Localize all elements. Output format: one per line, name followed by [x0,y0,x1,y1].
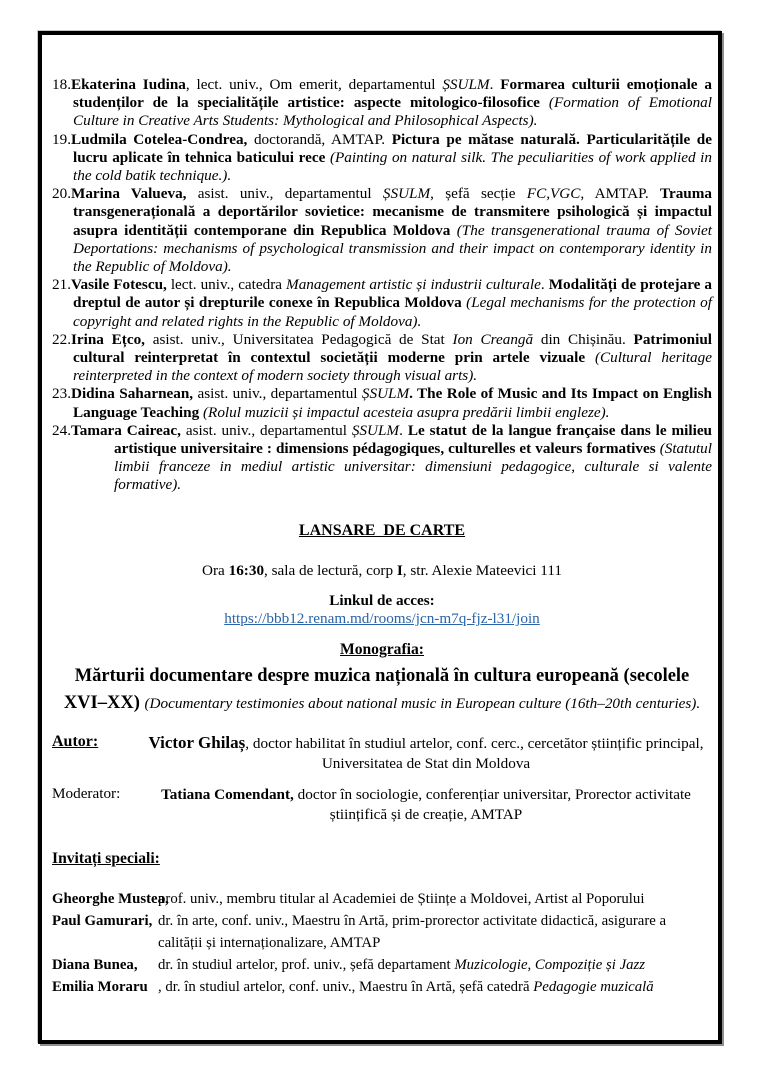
access-link-line [52,610,712,628]
access-link[interactable]: https://bbb12.renam.md/rooms/jcn-m7q-fjz-l31/join [224,610,540,628]
list-item-text: Irina Ețco, asist. univ., Universitatea Pedagogică de Stat Ion Creangă din Chișinău. Patrimoniul cultural reinterpretat în contextul societății moderne prin artele vizuale (Cultural heritage reinterpreted in the context of modern society through visual arts). [70,330,713,385]
author-row [52,733,712,774]
list-item-text: Vasile Fotescu, lect. univ., catedra Management artistic și industrii culturale. Modalități de protejare a dreptul de autor și drepturile conexe în Republica Moldova (Legal mechanisms for the protection of copyright and related rights in the Republic of Moldova). [70,276,713,330]
guest-description: dr. în arte, conf. univ., Maestru în Artă, prim-prorector activitate didactică, asigurare a calității și internaționalizare, AMTAP [158,912,667,951]
program-list-item [52,131,712,186]
list-item-text: Ekaterina Iudina, lect. univ., Om emerit, departamentul ȘSULM. Formarea culturii emoționale a studenților de la specialitățile artistice: aspecte mitologico-filosofice (Formation of Emotional Culture in Creative Arts Students: Mythological and Philosophical Aspects). [70,76,712,130]
list-item-number: 18. [52,76,71,93]
monograph-title: Mărturii documentare despre muzica națională în cultura europeană (secolele XVI–XX) (Documentary testimonies about national music in European culture (16th–20th centuries). [63,665,701,713]
guest-name: Paul Gamurari, [52,912,153,929]
list-item-number: 19. [52,130,71,148]
program-list-item [52,76,712,131]
list-item-text: Marina Valueva, asist. univ., departamentul ȘSULM, șefă secție FC,VGC, AMTAP. Trauma transgenerațională a deportărilor sovietice: mecanisme de transmitere psihologică și impactul asupra identității contemporane din Republica Moldova (The transgenerational trauma of Soviet Deportations: mechanisms of psychological transmission and their impact on contemporary identity in the Republic of Moldova). [70,185,712,276]
list-item-number: 20. [52,185,71,203]
list-item-number: 24. [52,421,71,439]
program-list-item [52,385,712,421]
list-item-text: Tamara Caireac, asist. univ., departamentul ȘSULM. Le statut de la langue française dans le milieu artistique universitaire : dimensions pédagogiques, culturelles et valeurs formatives (Statutul limbii franceze in mediul artistic universitar: dimensiuni pedagogice, culturale si valente formative). [70,421,713,494]
list-item-number: 21. [52,276,71,294]
list-item-text: Didina Saharnean, asist. univ., departamentul ȘSULM. The Role of Music and Its Impact on English Language Teaching (Rolul muzicii și impactul acesteia asupra predării limbii engleze). [70,385,712,421]
program-list-item [52,276,712,331]
page-content [52,76,712,998]
guest-description: prof. univ., membru titular al Academiei de Științe a Moldovei, Artist al Poporului [158,890,645,907]
author-label: Autor: [52,732,99,750]
guest-description: dr. în studiul artelor, prof. univ., șefă departament Muzicologie, Compoziție și Jazz [158,956,646,973]
guest-description: , dr. în studiul artelor, conf. univ., Maestru în Artă, șefă catedră Pedagogie muzicală [158,978,654,995]
guest-name: Diana Bunea, [52,956,138,973]
guest-name: Gheorghe Mustea, [52,890,169,907]
moderator-value: Tatiana Comendant, doctor în sociologie, conferențiar universitar, Prorector activitate științifică și de creație, AMTAP [161,785,691,823]
author-value: Victor Ghilaș, doctor habilitat în studiul artelor, conf. cerc., cercetător științific principal, Universitatea de Stat din Moldova [148,732,704,772]
access-link-label: Linkul de acces: [329,592,435,610]
guest-name: Emilia Moraru [52,978,148,995]
moderator-row [52,785,712,825]
list-item-number: 23. [52,385,71,403]
list-item-number: 22. [52,330,71,348]
moderator-label: Moderator: [52,784,121,802]
program-list-item [52,185,712,276]
program-presenter-list [52,76,712,495]
list-item-text: Ludmila Cotelea-Condrea, doctorandă, AMTAP. Pictura pe mătase naturală. Particularitățile de lucru aplicate în tehnica baticului rece (Painting on natural silk. The peculiarities of work applied in the cold batik technique.). [70,130,712,185]
special-guests-list [52,888,712,998]
monograph-heading: Monografia: [339,641,424,659]
book-launch-heading: LANSARE DE CARTE [298,521,466,539]
book-launch-venue: Ora 16:30, sala de lectură, corp I, str. Alexie Mateevici 111 [202,561,562,579]
program-list-item [52,331,712,386]
program-list-item [52,422,712,495]
special-guests-heading: Invitați speciali: [52,849,160,867]
